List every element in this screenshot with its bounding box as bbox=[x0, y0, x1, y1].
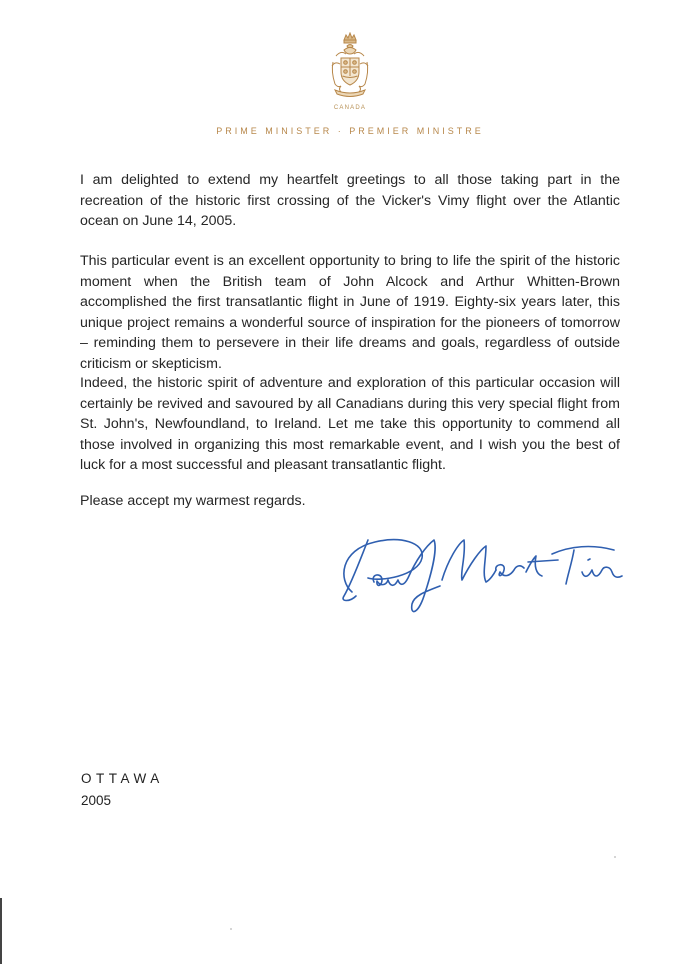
paragraph-closing: Please accept my warmest regards. bbox=[80, 493, 306, 509]
letter-year: 2005 bbox=[81, 793, 112, 808]
scan-speck bbox=[614, 856, 616, 858]
paragraph-flight: Indeed, the historic spirit of adventure and exploration of this particular occasion will certainly be revived and savoured by all Canadians during this very special flight from St. John's, Newfoundland, to Ireland. Let me take this opportunity to commend all those involved in organizing this most remarkable event, and I wish you the best of luck for a most successful and pleasant transatlantic flight. bbox=[80, 375, 620, 473]
crest-caption: CANADA bbox=[333, 105, 367, 111]
place-name: OTTAWA bbox=[81, 771, 164, 786]
scan-edge-mark bbox=[0, 898, 2, 964]
paragraph-greeting: I am delighted to extend my heartfelt greetings to all those taking part in the recreation of the historic first crossing of the Vicker's Vimy flight over the Atlantic ocean on June 14, 2005. bbox=[80, 172, 620, 229]
letterhead bbox=[0, 32, 700, 111]
office-title: PRIME MINISTER · PREMIER MINISTRE bbox=[216, 126, 484, 136]
paragraph-history: This particular event is an excellent opportunity to bring to life the spirit of the historic moment when the British team of John Alcock and Arthur Whitten-Brown accomplished the first transatlantic flight in June of 1919. Eighty-six years later, this unique project remains a wonderful source of inspiration for the pioneers of tomorrow – reminding them to persevere in their life dreams and goals, regardless of outside criticism or skepticism. bbox=[80, 253, 620, 372]
handwritten-signature bbox=[330, 520, 630, 635]
scan-speck bbox=[230, 928, 232, 930]
coat-of-arms-icon bbox=[327, 32, 373, 104]
